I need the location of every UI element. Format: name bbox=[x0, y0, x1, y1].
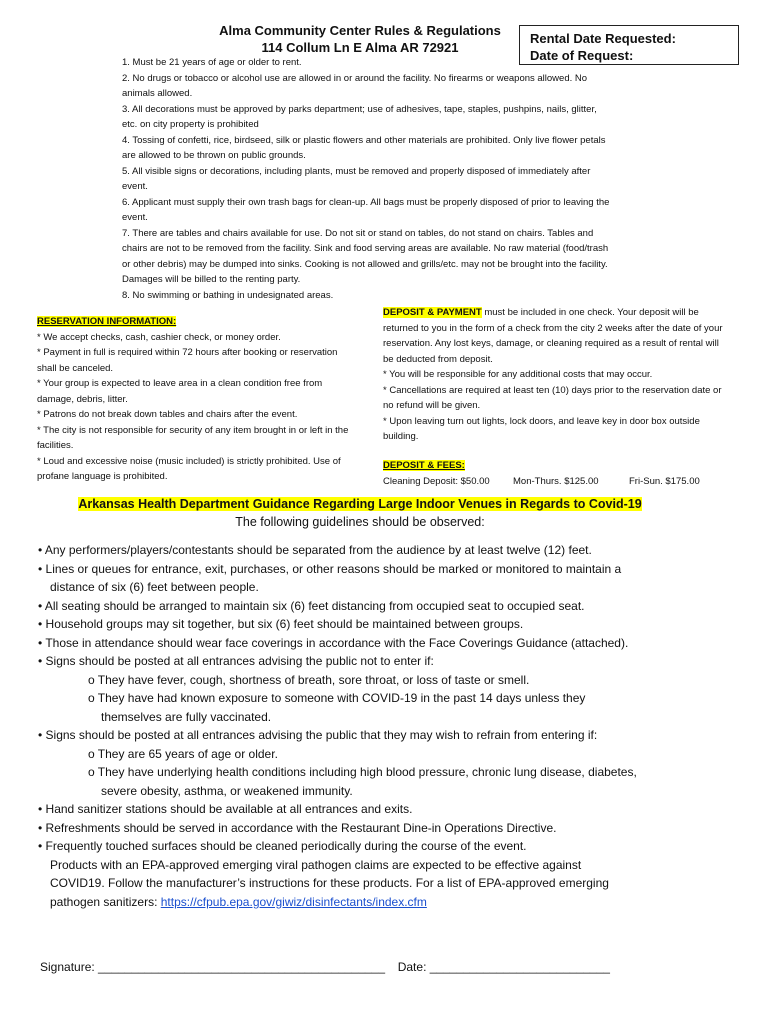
guideline-subitem-cont: severe obesity, asthma, or weakened immunity. bbox=[101, 783, 353, 798]
rule-item: 4. Tossing of confetti, rice, birdseed, silk or plastic flowers and other materials are prohibited. Only live flower petals are allowed to be thrown on public grounds. bbox=[122, 134, 606, 161]
guideline-item: • Household groups may sit together, but six (6) feet should be maintained between groups. bbox=[38, 617, 524, 631]
date-of-request-label: Date of Request: bbox=[530, 48, 634, 63]
epa-text: Products with an EPA-approved emerging viral pathogen claims are expected to be effective against bbox=[50, 857, 582, 872]
signature-line[interactable]: ___________________________________________ bbox=[98, 960, 386, 974]
reservation-section bbox=[37, 314, 359, 485]
covid-guidelines bbox=[38, 541, 698, 911]
fees-heading-row bbox=[383, 458, 465, 474]
guideline-item-cont: distance of six (6) feet between people. bbox=[50, 580, 259, 594]
covid-subtitle: The following guidelines should be observed: bbox=[235, 515, 485, 529]
document-title: Alma Community Center Rules & Regulations bbox=[219, 23, 501, 38]
rule-item: 2. No drugs or tobacco or alcohol use are allowed in or around the facility. No firearms or weapons allowed. No animals allowed. bbox=[122, 72, 588, 99]
reservation-heading: RESERVATION INFORMATION: bbox=[37, 316, 177, 327]
epa-text: COVID19. Follow the manufacturer’s instructions for these products. For a list of EPA-approved emerging bbox=[50, 876, 609, 890]
document-address: 114 Collum Ln E Alma AR 72921 bbox=[261, 40, 459, 55]
guideline-subitem: o They have underlying health conditions including high blood pressure, chronic lung disease, diabetes, bbox=[88, 765, 637, 779]
deposit-item: * Upon leaving turn out lights, lock doors, and leave key in door box outside building. bbox=[383, 415, 700, 442]
reservation-item: * Your group is expected to leave area in a clean condition free from damage, debris, litter. bbox=[37, 378, 323, 405]
guideline-subitem: o They have had known exposure to someone with COVID-19 in the past 14 days unless they bbox=[88, 691, 586, 705]
signature-label: Signature: bbox=[40, 960, 95, 974]
rule-item: 6. Applicant must supply their own trash bags for clean-up. All bags must be properly disposed of prior to leaving the event. bbox=[122, 196, 610, 223]
rule-item: 1. Must be 21 years of age or older to rent. bbox=[122, 57, 302, 68]
reservation-item: * Loud and excessive noise (music included) is strictly prohibited. Use of profane language is prohibited. bbox=[37, 455, 341, 482]
rule-item: 5. All visible signs or decorations, including plants, must be removed and properly disposed of immediately after event. bbox=[122, 165, 591, 192]
guideline-item: • Hand sanitizer stations should be available at all entrances and exits. bbox=[38, 802, 413, 816]
cleaning-deposit: Cleaning Deposit: $50.00 bbox=[383, 476, 490, 487]
guideline-item: • Frequently touched surfaces should be cleaned periodically during the course of the event. bbox=[38, 839, 527, 853]
guideline-subitem-cont: themselves are fully vaccinated. bbox=[101, 709, 272, 724]
reservation-item: * The city is not responsible for security of any item brought in or left in the facilities. bbox=[37, 424, 349, 451]
deposit-item: * You will be responsible for any additional costs that may occur. bbox=[383, 369, 653, 380]
rules-list bbox=[122, 55, 612, 303]
rule-item: 7. There are tables and chairs available for use. Do not sit or stand on tables, do not stand on chairs. Tables and chairs are not to be removed from the facility. Sink and food serving areas are available. No raw material (food/trash or other debris) may be dumped into sinks. Cooking is not allowed and grills/etc. may not be brought into the facility. Damages will be billed to the renting party. bbox=[122, 227, 609, 285]
guideline-item: • Signs should be posted at all entrances advising the public not to enter if: bbox=[38, 654, 434, 668]
date-label: Date: bbox=[397, 960, 427, 974]
guideline-subitem: o They are 65 years of age or older. bbox=[88, 746, 278, 761]
reservation-item: * Patrons do not break down tables and chairs after the event. bbox=[37, 409, 298, 420]
guideline-item: • Lines or queues for entrance, exit, purchases, or other reasons should be marked or monitored to maintain a bbox=[38, 561, 622, 576]
guideline-item: • All seating should be arranged to maintain six (6) feet distancing from occupied seat to occupied seat. bbox=[38, 598, 585, 613]
rule-item: 8. No swimming or bathing in undesignated areas. bbox=[122, 289, 334, 301]
deposit-intro: must be included in one check. Your deposit will be returned to you in the form of a check from the city 2 weeks after the date of your reservation. Any lost keys, damage, or cleaning required as a result of rental will be deducted from deposit. bbox=[383, 307, 723, 365]
rental-date-label: Rental Date Requested: bbox=[530, 31, 676, 46]
date-line[interactable]: ___________________________ bbox=[429, 960, 610, 974]
fees-heading: DEPOSIT & FEES: bbox=[383, 460, 465, 471]
guideline-item: • Refreshments should be served in accordance with the Restaurant Dine-in Operations Directive. bbox=[38, 820, 557, 835]
reservation-item: * We accept checks, cash, cashier check, or money order. bbox=[37, 331, 281, 343]
signature-row bbox=[40, 960, 610, 974]
fee-fri-sun: Fri-Sun. $175.00 bbox=[629, 476, 700, 487]
epa-link[interactable]: https://cfpub.epa.gov/giwiz/disinfectants/index.cfm bbox=[160, 894, 427, 909]
reservation-item: * Payment in full is required within 72 hours after booking or reservation shall be canceled. bbox=[37, 347, 338, 374]
rule-item: 3. All decorations must be approved by parks department; use of adhesives, tape, staples, pushpins, nails, glitter, etc. on city property is prohibited bbox=[122, 103, 597, 130]
deposit-heading: DEPOSIT & PAYMENT bbox=[383, 307, 482, 318]
fee-mon-thurs: Mon-Thurs. $125.00 bbox=[513, 476, 599, 487]
covid-title: Arkansas Health Department Guidance Regarding Large Indoor Venues in Regards to Covid-19 bbox=[78, 497, 642, 511]
deposit-item: * Cancellations are required at least ten (10) days prior to the reservation date or no refund will be given. bbox=[383, 384, 722, 411]
guideline-item: • Any performers/players/contestants should be separated from the audience by at least twelve (12) feet. bbox=[38, 543, 592, 557]
epa-prefix: pathogen sanitizers: bbox=[50, 894, 161, 909]
guideline-item: • Those in attendance should wear face coverings in accordance with the Face Coverings Guidance (attached). bbox=[38, 635, 629, 650]
guideline-subitem: o They have fever, cough, shortness of breath, sore throat, or loss of taste or smell. bbox=[88, 672, 530, 687]
deposit-section bbox=[383, 305, 728, 445]
epa-text-link-line bbox=[38, 893, 698, 912]
guideline-item: • Signs should be posted at all entrances advising the public that they may wish to refrain from entering if: bbox=[38, 728, 598, 742]
